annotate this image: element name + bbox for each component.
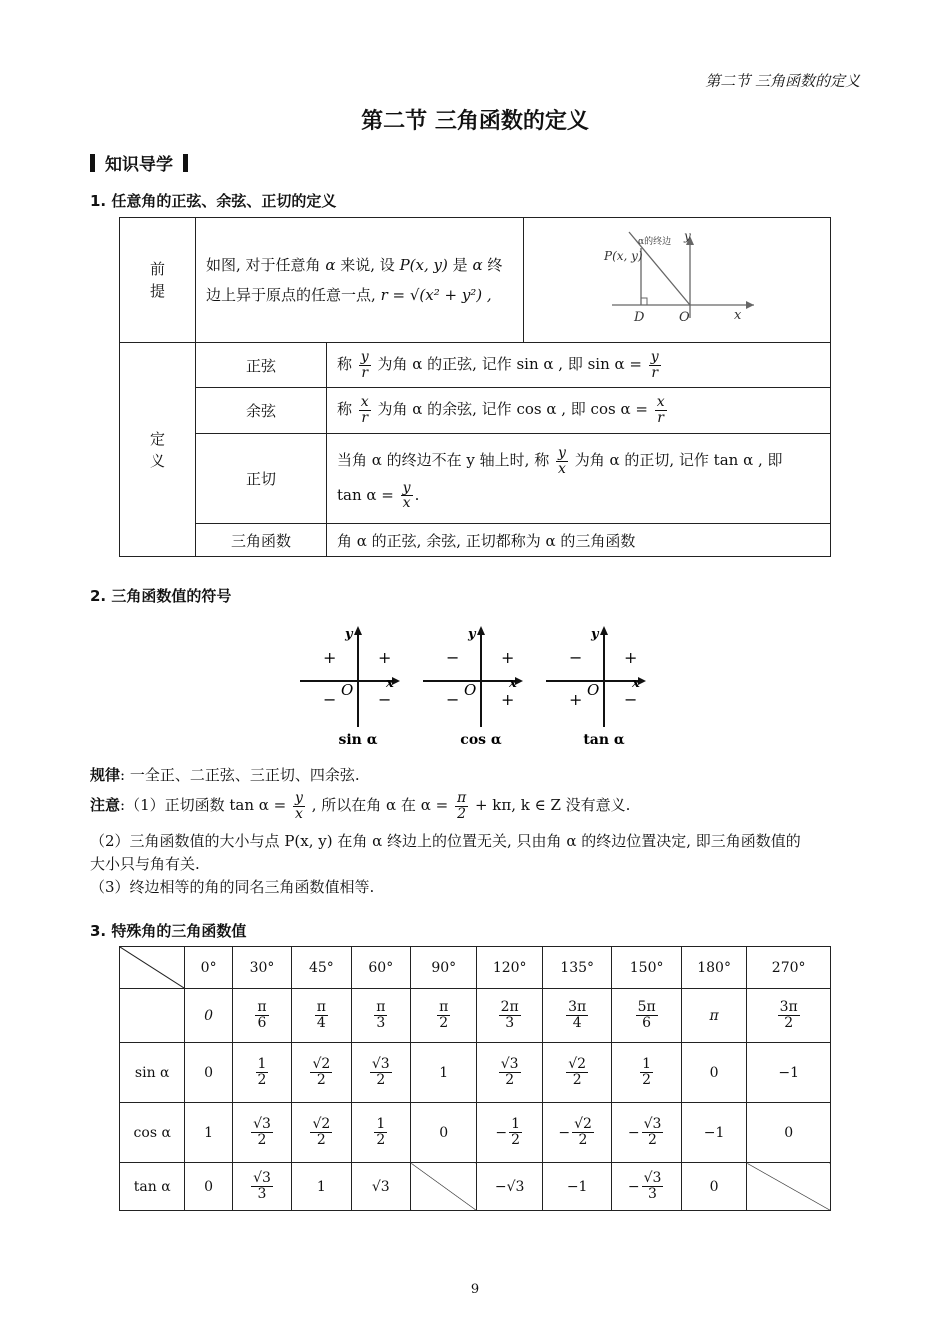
undefined-cell bbox=[747, 1163, 831, 1211]
text: 当角 α 的终边不在 y 轴上时, 称 bbox=[337, 451, 550, 470]
premise-text-a: 如图, 对于任意角 bbox=[206, 256, 321, 274]
fraction: $\frac{√3}{2}$ bbox=[500, 1056, 519, 1088]
radian-cell bbox=[411, 989, 477, 1043]
value-cell: 1 bbox=[411, 1043, 477, 1103]
value-cell bbox=[292, 1043, 351, 1103]
bar-decoration bbox=[183, 154, 188, 172]
terminal-side-figure bbox=[524, 218, 830, 338]
premise-text-d: 终边上异于原点的任意一点, bbox=[206, 256, 503, 304]
numerator: x bbox=[656, 394, 665, 411]
premise-point: P(x, y) bbox=[399, 256, 448, 274]
fraction: $\frac{1}{2}$ bbox=[642, 1056, 652, 1088]
degree-header: 135° bbox=[542, 947, 611, 989]
diagram-label: cos α bbox=[460, 732, 502, 748]
degree-header: 90° bbox=[411, 947, 477, 989]
fraction: $\frac{5\pi}{6}$ bbox=[637, 999, 656, 1031]
fraction: $\frac{√3}{3}$ bbox=[253, 1170, 271, 1202]
note-line-2: （2）三角函数值的大小与点 P(x, y) 在角 α 终边上的位置无关, 只由角 α 的终边位置决定, 即三角函数值的 bbox=[90, 832, 801, 850]
origin-label: O bbox=[341, 681, 354, 699]
quadrant-3-sign: − bbox=[446, 690, 460, 709]
degree-header: 120° bbox=[477, 947, 542, 989]
numerator: π bbox=[456, 789, 467, 806]
numerator: x bbox=[360, 394, 369, 411]
corner-cell bbox=[120, 947, 185, 989]
right-angle-mark bbox=[641, 298, 647, 305]
quadrant-4-sign: − bbox=[624, 690, 638, 709]
heading-3: 3. 特殊角的三角函数值 bbox=[90, 922, 247, 940]
fraction: $\frac{1}{2}$ bbox=[511, 1116, 520, 1148]
note-line-3: （3）终边相等的角的同名三角函数值相等. bbox=[90, 878, 375, 896]
diagram-label: tan α bbox=[583, 732, 625, 748]
quadrant-4-sign: + bbox=[501, 690, 515, 709]
value-cell: √3 bbox=[351, 1163, 410, 1211]
sine-definition bbox=[327, 343, 831, 388]
text: 称 bbox=[337, 355, 353, 373]
value-cell: −1 bbox=[542, 1163, 611, 1211]
quadrant-2-sign: − bbox=[446, 648, 460, 667]
fraction bbox=[293, 791, 305, 821]
value-cell bbox=[232, 1163, 291, 1211]
value-cell: 1 bbox=[292, 1163, 351, 1211]
value-cell: 0 bbox=[411, 1103, 477, 1163]
denominator: r bbox=[361, 364, 369, 381]
quadrant-3-sign: − bbox=[323, 690, 337, 709]
rule-text: : 一全正、二正弦、三正切、四余弦. bbox=[120, 766, 360, 784]
premise-text-c: 是 bbox=[452, 256, 468, 274]
function-label: cos α bbox=[120, 1103, 185, 1163]
bar-decoration bbox=[90, 154, 95, 172]
point-d-label: D bbox=[634, 310, 645, 325]
origin-label: O bbox=[679, 310, 690, 325]
fraction: $\frac{\pi}{4}$ bbox=[316, 999, 326, 1031]
fraction bbox=[359, 350, 371, 380]
y-label: y bbox=[345, 627, 353, 642]
numerator: y bbox=[650, 348, 659, 365]
tangent-definition: 当角 α 的终边不在 y 轴上时, 称 $\frac{y}{x}$ 为角 α 的正切, 记作 tan α , 即 tan α = $\frac{y}{x}$ . bbox=[327, 434, 831, 524]
value-cell bbox=[232, 1043, 291, 1103]
diagonal-line bbox=[120, 947, 184, 988]
row-name: 三角函数 bbox=[196, 524, 327, 557]
radian-cell bbox=[477, 989, 542, 1043]
radian-cell bbox=[542, 989, 611, 1043]
fraction: $\frac{√3}{3}$ bbox=[643, 1170, 662, 1202]
note-line-1 bbox=[90, 790, 630, 821]
fraction: $\frac{3\pi}{4}$ bbox=[568, 999, 587, 1031]
section-heading bbox=[90, 150, 198, 175]
value-cell: −1 bbox=[681, 1103, 746, 1163]
premise-r: r = √(x² + y²) , bbox=[380, 286, 492, 304]
fraction: $\frac{\pi}{2}$ bbox=[439, 999, 449, 1031]
fraction: $\frac{√2}{2}$ bbox=[574, 1116, 592, 1148]
fraction: $\frac{\pi}{6}$ bbox=[257, 999, 267, 1031]
fraction: $\frac{1}{2}$ bbox=[257, 1056, 267, 1088]
origin-label: O bbox=[464, 681, 477, 699]
degree-header: 60° bbox=[351, 947, 410, 989]
value-cell: 0 bbox=[185, 1163, 232, 1211]
value-cell: −√3 bbox=[477, 1163, 542, 1211]
special-values-table bbox=[119, 946, 831, 1211]
page-number: 9 bbox=[470, 1282, 480, 1297]
x-label: x bbox=[734, 308, 742, 323]
value-cell: − $\frac{√2}{2}$ bbox=[542, 1103, 611, 1163]
quadrant-1-sign: + bbox=[378, 648, 392, 667]
quadrant-3-sign: + bbox=[569, 690, 583, 709]
fraction bbox=[455, 791, 468, 821]
trig-function-definition: 角 α 的正弦, 余弦, 正切都称为 α 的三角函数 bbox=[327, 524, 831, 557]
premise-text-cell: 如图, 对于任意角 α 来说, 设 P(x, y) 是 α 终边上异于原点的任意一点, r = √(x² + y²) , bbox=[196, 218, 524, 343]
fraction: $\frac{2\pi}{3}$ bbox=[500, 999, 519, 1031]
denominator: r bbox=[361, 410, 369, 426]
note-text: + kπ, k ∈ Z 没有意义. bbox=[474, 796, 631, 814]
value-cell: 0 bbox=[681, 1163, 746, 1211]
note-label: 注意 bbox=[90, 796, 121, 814]
fraction: $\frac{√2}{2}$ bbox=[312, 1056, 331, 1088]
sign-diagrams bbox=[290, 620, 660, 750]
radian-cell bbox=[292, 989, 351, 1043]
y-label: y bbox=[468, 627, 476, 642]
fraction: $\frac{√3}{2}$ bbox=[253, 1116, 271, 1148]
denominator: r bbox=[657, 410, 664, 426]
row-name: 正弦 bbox=[196, 343, 327, 388]
alpha-label: α的终边 bbox=[638, 237, 672, 247]
radian-cell: π bbox=[681, 989, 746, 1043]
denominator: 2 bbox=[457, 805, 467, 822]
value-cell bbox=[612, 1043, 681, 1103]
rule-label: 规律 bbox=[90, 766, 121, 784]
row-name: 正切 bbox=[196, 434, 327, 524]
value-cell: 0 bbox=[747, 1103, 831, 1163]
definition-table bbox=[119, 217, 831, 557]
premise-label: 前 提 bbox=[149, 260, 165, 300]
value-cell: −1 bbox=[747, 1043, 831, 1103]
numerator: y bbox=[558, 445, 566, 462]
quadrant-1-sign: + bbox=[624, 648, 638, 667]
fraction bbox=[655, 395, 667, 425]
premise-figure-cell bbox=[524, 218, 831, 343]
running-header: 第二节 三角函数的定义 bbox=[705, 72, 860, 90]
heading-1: 1. 任意角的正弦、余弦、正切的定义 bbox=[90, 192, 337, 210]
def-label: 定 义 bbox=[149, 429, 165, 470]
degree-header: 150° bbox=[612, 947, 681, 989]
fraction: $\frac{\pi}{3}$ bbox=[376, 999, 386, 1031]
value-cell: 0 bbox=[185, 1043, 232, 1103]
fraction: $\frac{3\pi}{2}$ bbox=[779, 999, 798, 1031]
fraction bbox=[359, 395, 371, 425]
fraction: $\frac{1}{2}$ bbox=[376, 1116, 386, 1148]
fraction bbox=[649, 350, 661, 380]
premise-text-b: 来说, 设 bbox=[340, 256, 395, 274]
row-name: 余弦 bbox=[196, 388, 327, 434]
denominator: x bbox=[402, 495, 411, 512]
y-label: y bbox=[684, 229, 691, 243]
x-label: x bbox=[509, 676, 517, 691]
degree-header: 0° bbox=[185, 947, 232, 989]
numerator: y bbox=[295, 789, 303, 806]
radian-cell bbox=[232, 989, 291, 1043]
x-arrow bbox=[746, 301, 754, 309]
page-title: 第二节 三角函数的定义 bbox=[361, 109, 589, 134]
fraction bbox=[401, 481, 413, 511]
empty-cell bbox=[120, 989, 185, 1043]
note-line-2b: 大小只与角有关. bbox=[90, 855, 200, 873]
radian-cell bbox=[351, 989, 410, 1043]
value-cell: − $\frac{1}{2}$ bbox=[477, 1103, 542, 1163]
section-label: 知识导学 bbox=[105, 155, 173, 175]
point-p-label: P(x, y) bbox=[604, 249, 643, 263]
fraction: $\frac{√3}{2}$ bbox=[371, 1056, 390, 1088]
value-cell: − $\frac{√3}{2}$ bbox=[612, 1103, 681, 1163]
quadrant-1-sign: + bbox=[501, 648, 515, 667]
degree-header: 30° bbox=[232, 947, 291, 989]
value-cell bbox=[542, 1043, 611, 1103]
y-arrow bbox=[600, 626, 608, 635]
text: 为角 α 的正切, 记作 tan α , 即 bbox=[574, 451, 783, 470]
value-cell: 1 bbox=[185, 1103, 232, 1163]
function-label: sin α bbox=[120, 1043, 185, 1103]
text: 为角 α 的余弦, 记作 cos α , 即 cos α = bbox=[377, 400, 648, 419]
text: 称 bbox=[337, 400, 353, 419]
fraction: $\frac{√3}{2}$ bbox=[643, 1116, 662, 1148]
value-cell: 0 bbox=[681, 1043, 746, 1103]
function-label: tan α bbox=[120, 1163, 185, 1211]
y-arrow bbox=[477, 626, 485, 635]
note-text: , 所以在角 α 在 α = bbox=[311, 796, 449, 814]
value-cell bbox=[232, 1103, 291, 1163]
degree-header: 180° bbox=[681, 947, 746, 989]
degree-header: 270° bbox=[747, 947, 831, 989]
fraction: $\frac{√2}{2}$ bbox=[312, 1116, 331, 1148]
fraction: $\frac{√2}{2}$ bbox=[568, 1056, 587, 1088]
numerator: y bbox=[402, 479, 411, 496]
quadrant-4-sign: − bbox=[378, 690, 392, 709]
cosine-definition bbox=[327, 388, 831, 434]
value-cell bbox=[351, 1103, 410, 1163]
note-text: :（1）正切函数 tan α = bbox=[120, 796, 287, 814]
heading-2: 2. 三角函数值的符号 bbox=[90, 587, 232, 605]
y-label: y bbox=[591, 627, 599, 642]
value-cell bbox=[477, 1043, 542, 1103]
value-cell: − $\frac{√3}{3}$ bbox=[612, 1163, 681, 1211]
radian-cell bbox=[612, 989, 681, 1043]
numerator: y bbox=[360, 348, 369, 365]
quadrant-2-sign: + bbox=[323, 648, 337, 667]
degree-header: 45° bbox=[292, 947, 351, 989]
radian-cell bbox=[747, 989, 831, 1043]
fraction bbox=[556, 446, 568, 476]
denominator: x bbox=[295, 805, 303, 822]
x-label: x bbox=[386, 676, 394, 691]
text: tan α = bbox=[337, 485, 394, 504]
diagram-label: sin α bbox=[338, 732, 378, 748]
x-label: x bbox=[632, 676, 640, 691]
value-cell bbox=[292, 1103, 351, 1163]
origin-label: O bbox=[587, 681, 600, 699]
text: 为角 α 的正弦, 记作 sin α , 即 sin α = bbox=[377, 355, 642, 373]
value-cell bbox=[351, 1043, 410, 1103]
premise-label-cell bbox=[120, 218, 196, 343]
radian-cell: 0 bbox=[185, 989, 232, 1043]
undefined-cell bbox=[411, 1163, 477, 1211]
def-label-cell bbox=[120, 343, 196, 557]
quadrant-2-sign: − bbox=[569, 648, 583, 667]
denominator: r bbox=[651, 364, 659, 381]
y-arrow bbox=[354, 626, 362, 635]
rule-line bbox=[90, 764, 360, 785]
denominator: x bbox=[558, 460, 566, 477]
